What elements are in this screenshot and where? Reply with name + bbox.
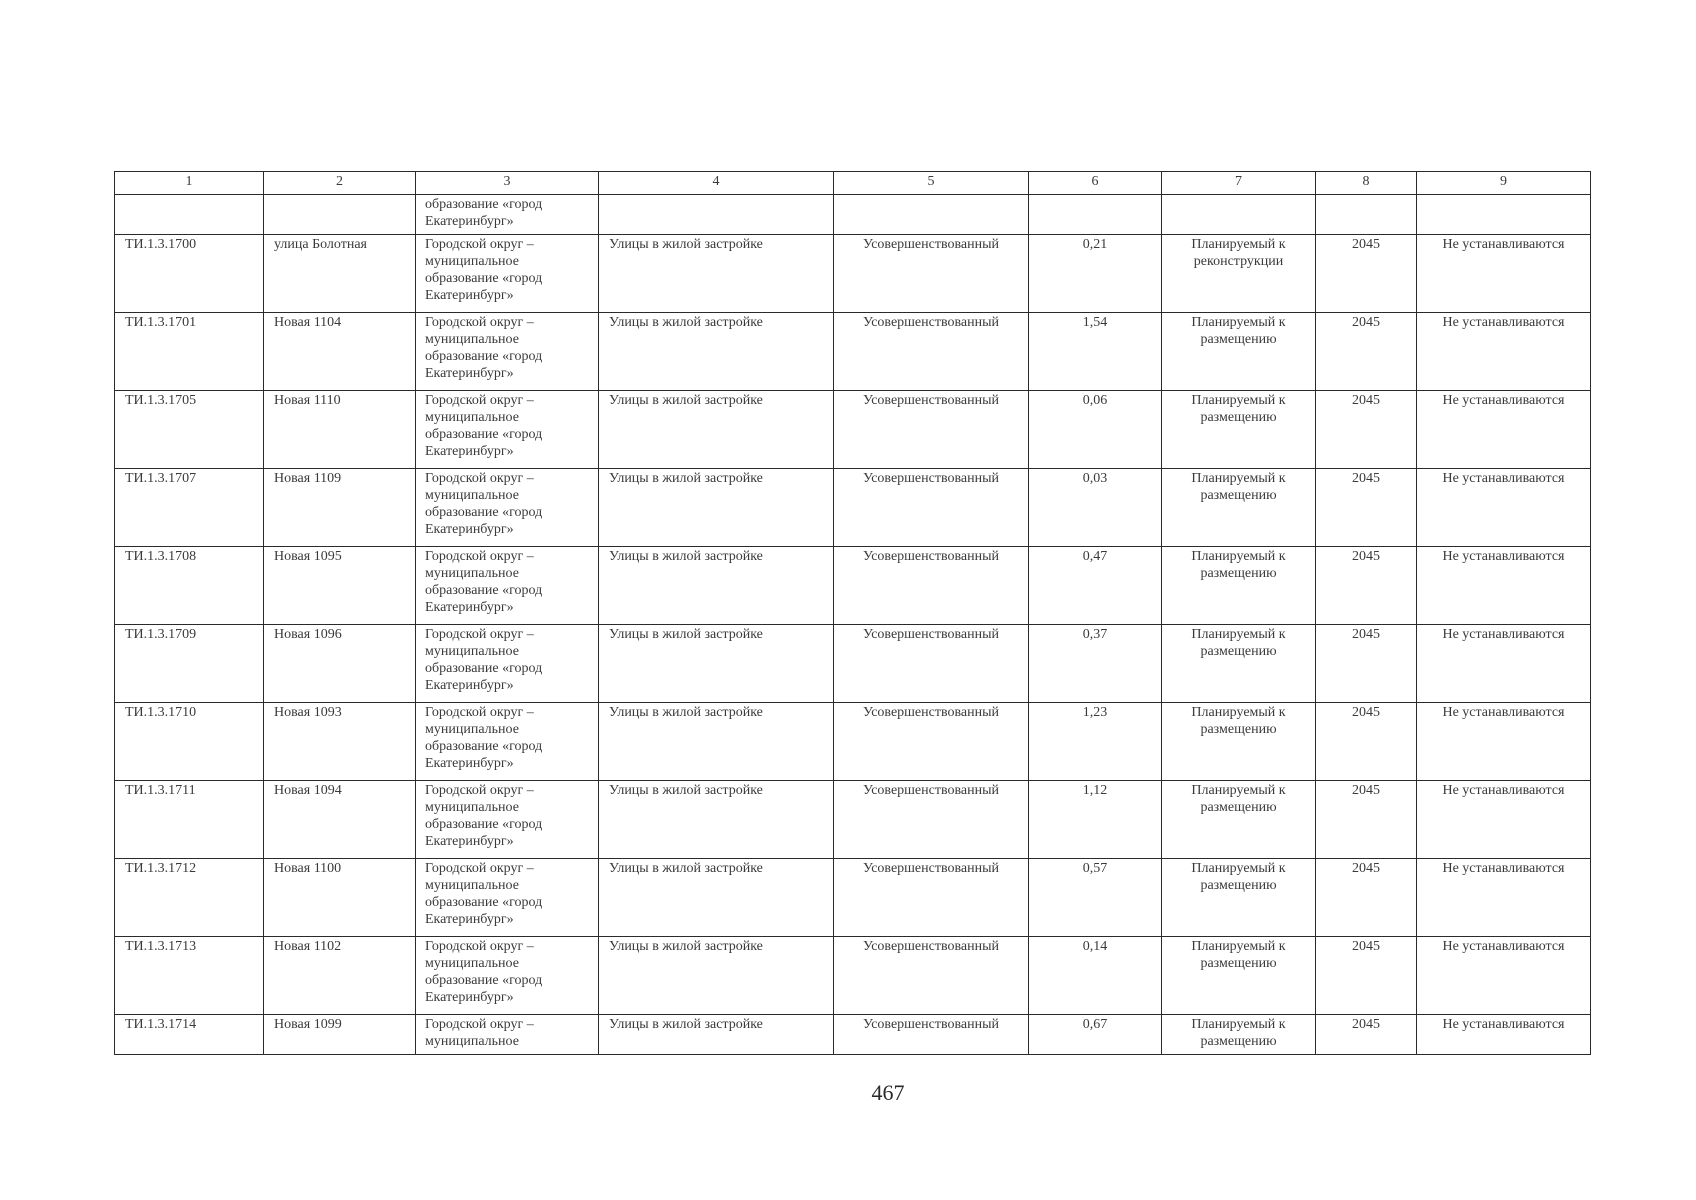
column-header: 3 [416, 172, 599, 195]
object-name: улица Болотная [264, 235, 416, 313]
object-location: Городской округ – муниципальное образование «город Екатеринбург» [416, 313, 599, 391]
table-row [115, 859, 1591, 937]
object-location: Городской округ – муниципальное образование «город Екатеринбург» [416, 391, 599, 469]
object-surface: Усовершенствованный [834, 625, 1029, 703]
object-surface: Усовершенствованный [834, 235, 1029, 313]
object-surface: Усовершенствованный [834, 313, 1029, 391]
object-surface: Усовершенствованный [834, 859, 1029, 937]
object-location: Городской округ – муниципальное образование «город Екатеринбург» [416, 235, 599, 313]
table-header-row [115, 172, 1591, 195]
table-row [115, 1015, 1591, 1055]
object-type: Улицы в жилой застройке [599, 625, 834, 703]
object-code: ТИ.1.3.1705 [115, 391, 264, 469]
object-name: Новая 1094 [264, 781, 416, 859]
object-status: Планируемый к размещению [1162, 937, 1316, 1015]
object-year: 2045 [1316, 625, 1417, 703]
object-surface: Усовершенствованный [834, 1015, 1029, 1055]
table-row [115, 313, 1591, 391]
object-name: Новая 1100 [264, 859, 416, 937]
object-status: Планируемый к размещению [1162, 703, 1316, 781]
object-zones: Не устанавливаются [1417, 625, 1591, 703]
object-type: Улицы в жилой застройке [599, 937, 834, 1015]
table-row-continuation [115, 195, 1591, 235]
object-status: Планируемый к размещению [1162, 391, 1316, 469]
object-length: 0,67 [1029, 1015, 1162, 1055]
column-header: 4 [599, 172, 834, 195]
object-length: 0,14 [1029, 937, 1162, 1015]
object-location: Городской округ – муниципальное образование «город Екатеринбург» [416, 781, 599, 859]
object-zones: Не устанавливаются [1417, 937, 1591, 1015]
object-location: Городской округ – муниципальное образование «город Екатеринбург» [416, 625, 599, 703]
object-length: 0,47 [1029, 547, 1162, 625]
object-type: Улицы в жилой застройке [599, 1015, 834, 1055]
object-zones: Не устанавливаются [1417, 1015, 1591, 1055]
column-header: 1 [115, 172, 264, 195]
object-type: Улицы в жилой застройке [599, 313, 834, 391]
object-zones: Не устанавливаются [1417, 703, 1591, 781]
object-zones: Не устанавливаются [1417, 469, 1591, 547]
object-length: 1,12 [1029, 781, 1162, 859]
object-status: Планируемый к реконструкции [1162, 235, 1316, 313]
object-zones: Не устанавливаются [1417, 547, 1591, 625]
table-row [115, 937, 1591, 1015]
object-surface: Усовершенствованный [834, 547, 1029, 625]
object-name: Новая 1104 [264, 313, 416, 391]
object-length: 1,23 [1029, 703, 1162, 781]
object-name: Новая 1093 [264, 703, 416, 781]
object-surface: Усовершенствованный [834, 781, 1029, 859]
table-cell [264, 195, 416, 235]
object-length: 0,06 [1029, 391, 1162, 469]
object-status: Планируемый к размещению [1162, 625, 1316, 703]
object-code: ТИ.1.3.1714 [115, 1015, 264, 1055]
object-zones: Не устанавливаются [1417, 859, 1591, 937]
column-header: 2 [264, 172, 416, 195]
object-year: 2045 [1316, 313, 1417, 391]
object-status: Планируемый к размещению [1162, 547, 1316, 625]
object-year: 2045 [1316, 469, 1417, 547]
object-code: ТИ.1.3.1707 [115, 469, 264, 547]
object-zones: Не устанавливаются [1417, 235, 1591, 313]
object-length: 0,21 [1029, 235, 1162, 313]
object-status: Планируемый к размещению [1162, 781, 1316, 859]
object-zones: Не устанавливаются [1417, 313, 1591, 391]
table-cell [1316, 195, 1417, 235]
column-header: 6 [1029, 172, 1162, 195]
object-code: ТИ.1.3.1712 [115, 859, 264, 937]
column-header: 9 [1417, 172, 1591, 195]
object-code: ТИ.1.3.1710 [115, 703, 264, 781]
object-year: 2045 [1316, 781, 1417, 859]
object-type: Улицы в жилой застройке [599, 703, 834, 781]
object-type: Улицы в жилой застройке [599, 235, 834, 313]
table-row [115, 469, 1591, 547]
object-year: 2045 [1316, 391, 1417, 469]
object-status: Планируемый к размещению [1162, 469, 1316, 547]
object-type: Улицы в жилой застройке [599, 781, 834, 859]
table-cell: образование «город Екатеринбург» [416, 195, 599, 235]
object-code: ТИ.1.3.1711 [115, 781, 264, 859]
object-name: Новая 1110 [264, 391, 416, 469]
object-length: 1,54 [1029, 313, 1162, 391]
object-location: Городской округ – муниципальное образование «город Екатеринбург» [416, 547, 599, 625]
table-cell [599, 195, 834, 235]
object-year: 2045 [1316, 235, 1417, 313]
object-name: Новая 1102 [264, 937, 416, 1015]
object-length: 0,37 [1029, 625, 1162, 703]
page-number: 467 [871, 1080, 905, 1105]
table-cell [115, 195, 264, 235]
object-status: Планируемый к размещению [1162, 1015, 1316, 1055]
object-type: Улицы в жилой застройке [599, 391, 834, 469]
object-surface: Усовершенствованный [834, 391, 1029, 469]
table-row [115, 625, 1591, 703]
table-row [115, 235, 1591, 313]
object-length: 0,57 [1029, 859, 1162, 937]
object-code: ТИ.1.3.1713 [115, 937, 264, 1015]
column-header: 8 [1316, 172, 1417, 195]
table-cell [1162, 195, 1316, 235]
table-cell [834, 195, 1029, 235]
object-status: Планируемый к размещению [1162, 859, 1316, 937]
object-type: Улицы в жилой застройке [599, 547, 834, 625]
object-type: Улицы в жилой застройке [599, 469, 834, 547]
object-location: Городской округ – муниципальное [416, 1015, 599, 1055]
object-zones: Не устанавливаются [1417, 391, 1591, 469]
object-surface: Усовершенствованный [834, 469, 1029, 547]
object-name: Новая 1109 [264, 469, 416, 547]
object-code: ТИ.1.3.1709 [115, 625, 264, 703]
object-surface: Усовершенствованный [834, 703, 1029, 781]
object-surface: Усовершенствованный [834, 937, 1029, 1015]
column-header: 7 [1162, 172, 1316, 195]
table-row [115, 391, 1591, 469]
object-year: 2045 [1316, 859, 1417, 937]
object-year: 2045 [1316, 937, 1417, 1015]
object-name: Новая 1095 [264, 547, 416, 625]
table-cell [1029, 195, 1162, 235]
object-location: Городской округ – муниципальное образование «город Екатеринбург» [416, 469, 599, 547]
data-table [114, 171, 1591, 1055]
object-year: 2045 [1316, 1015, 1417, 1055]
object-length: 0,03 [1029, 469, 1162, 547]
object-type: Улицы в жилой застройке [599, 859, 834, 937]
table-cell [1417, 195, 1591, 235]
table-row [115, 547, 1591, 625]
object-code: ТИ.1.3.1701 [115, 313, 264, 391]
object-name: Новая 1099 [264, 1015, 416, 1055]
column-header: 5 [834, 172, 1029, 195]
table-row [115, 703, 1591, 781]
object-location: Городской округ – муниципальное образование «город Екатеринбург» [416, 859, 599, 937]
object-location: Городской округ – муниципальное образование «город Екатеринбург» [416, 937, 599, 1015]
object-zones: Не устанавливаются [1417, 781, 1591, 859]
object-status: Планируемый к размещению [1162, 313, 1316, 391]
object-year: 2045 [1316, 703, 1417, 781]
table-row [115, 781, 1591, 859]
object-name: Новая 1096 [264, 625, 416, 703]
object-year: 2045 [1316, 547, 1417, 625]
object-code: ТИ.1.3.1700 [115, 235, 264, 313]
object-location: Городской округ – муниципальное образование «город Екатеринбург» [416, 703, 599, 781]
object-code: ТИ.1.3.1708 [115, 547, 264, 625]
